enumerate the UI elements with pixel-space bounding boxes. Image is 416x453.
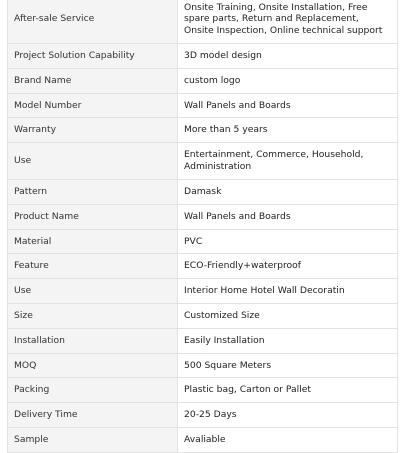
spec-value: ECO-Friendly+waterproof [178, 254, 398, 279]
spec-value: Entertainment, Commerce, Household, Administration [178, 143, 398, 180]
spec-value: 20-25 Days [178, 403, 398, 428]
spec-row-pattern [8, 179, 398, 204]
spec-label: Project Solution Capability [8, 44, 178, 69]
spec-value: PVC [178, 229, 398, 254]
spec-row-feature [8, 254, 398, 279]
spec-row-product-name [8, 204, 398, 229]
spec-label: Pattern [8, 179, 178, 204]
spec-value: Avaliable [178, 427, 398, 452]
product-spec-table [7, 0, 398, 453]
spec-value: Wall Panels and Boards [178, 204, 398, 229]
spec-row-packing [8, 378, 398, 403]
spec-row-warranty [8, 118, 398, 143]
spec-row-installation [8, 328, 398, 353]
spec-value: Plastic bag, Carton or Pallet [178, 378, 398, 403]
spec-row-delivery-time [8, 403, 398, 428]
spec-label: MOQ [8, 353, 178, 378]
spec-value: Easily Installation [178, 328, 398, 353]
spec-label: Packing [8, 378, 178, 403]
spec-label: Sample [8, 427, 178, 452]
spec-row-model-number [8, 93, 398, 118]
spec-value: 3D model design [178, 44, 398, 69]
spec-label: After-sale Service [8, 0, 178, 44]
spec-value: 500 Square Meters [178, 353, 398, 378]
spec-label: Product Name [8, 204, 178, 229]
spec-row-size [8, 303, 398, 328]
spec-row-after-sale-service [8, 0, 398, 44]
spec-label: Delivery Time [8, 403, 178, 428]
spec-label: Size [8, 303, 178, 328]
spec-row-use [8, 143, 398, 180]
spec-label: Material [8, 229, 178, 254]
spec-row-use-interior [8, 279, 398, 304]
spec-value: Onsite Training, Onsite Installation, Free spare parts, Return and Replacement, Onsite Inspection, Online technical support [178, 0, 398, 44]
spec-value: Damask [178, 179, 398, 204]
spec-value: custom logo [178, 68, 398, 93]
spec-value: More than 5 years [178, 118, 398, 143]
spec-label: Brand Name [8, 68, 178, 93]
spec-label: Model Number [8, 93, 178, 118]
spec-label: Use [8, 143, 178, 180]
spec-value: Interior Home Hotel Wall Decoratin [178, 279, 398, 304]
spec-label: Feature [8, 254, 178, 279]
spec-row-brand-name [8, 68, 398, 93]
spec-row-material [8, 229, 398, 254]
spec-label: Use [8, 279, 178, 304]
spec-value: Wall Panels and Boards [178, 93, 398, 118]
spec-label: Installation [8, 328, 178, 353]
spec-label: Warranty [8, 118, 178, 143]
spec-value: Customized Size [178, 303, 398, 328]
spec-row-moq [8, 353, 398, 378]
spec-row-project-solution-capability [8, 44, 398, 69]
